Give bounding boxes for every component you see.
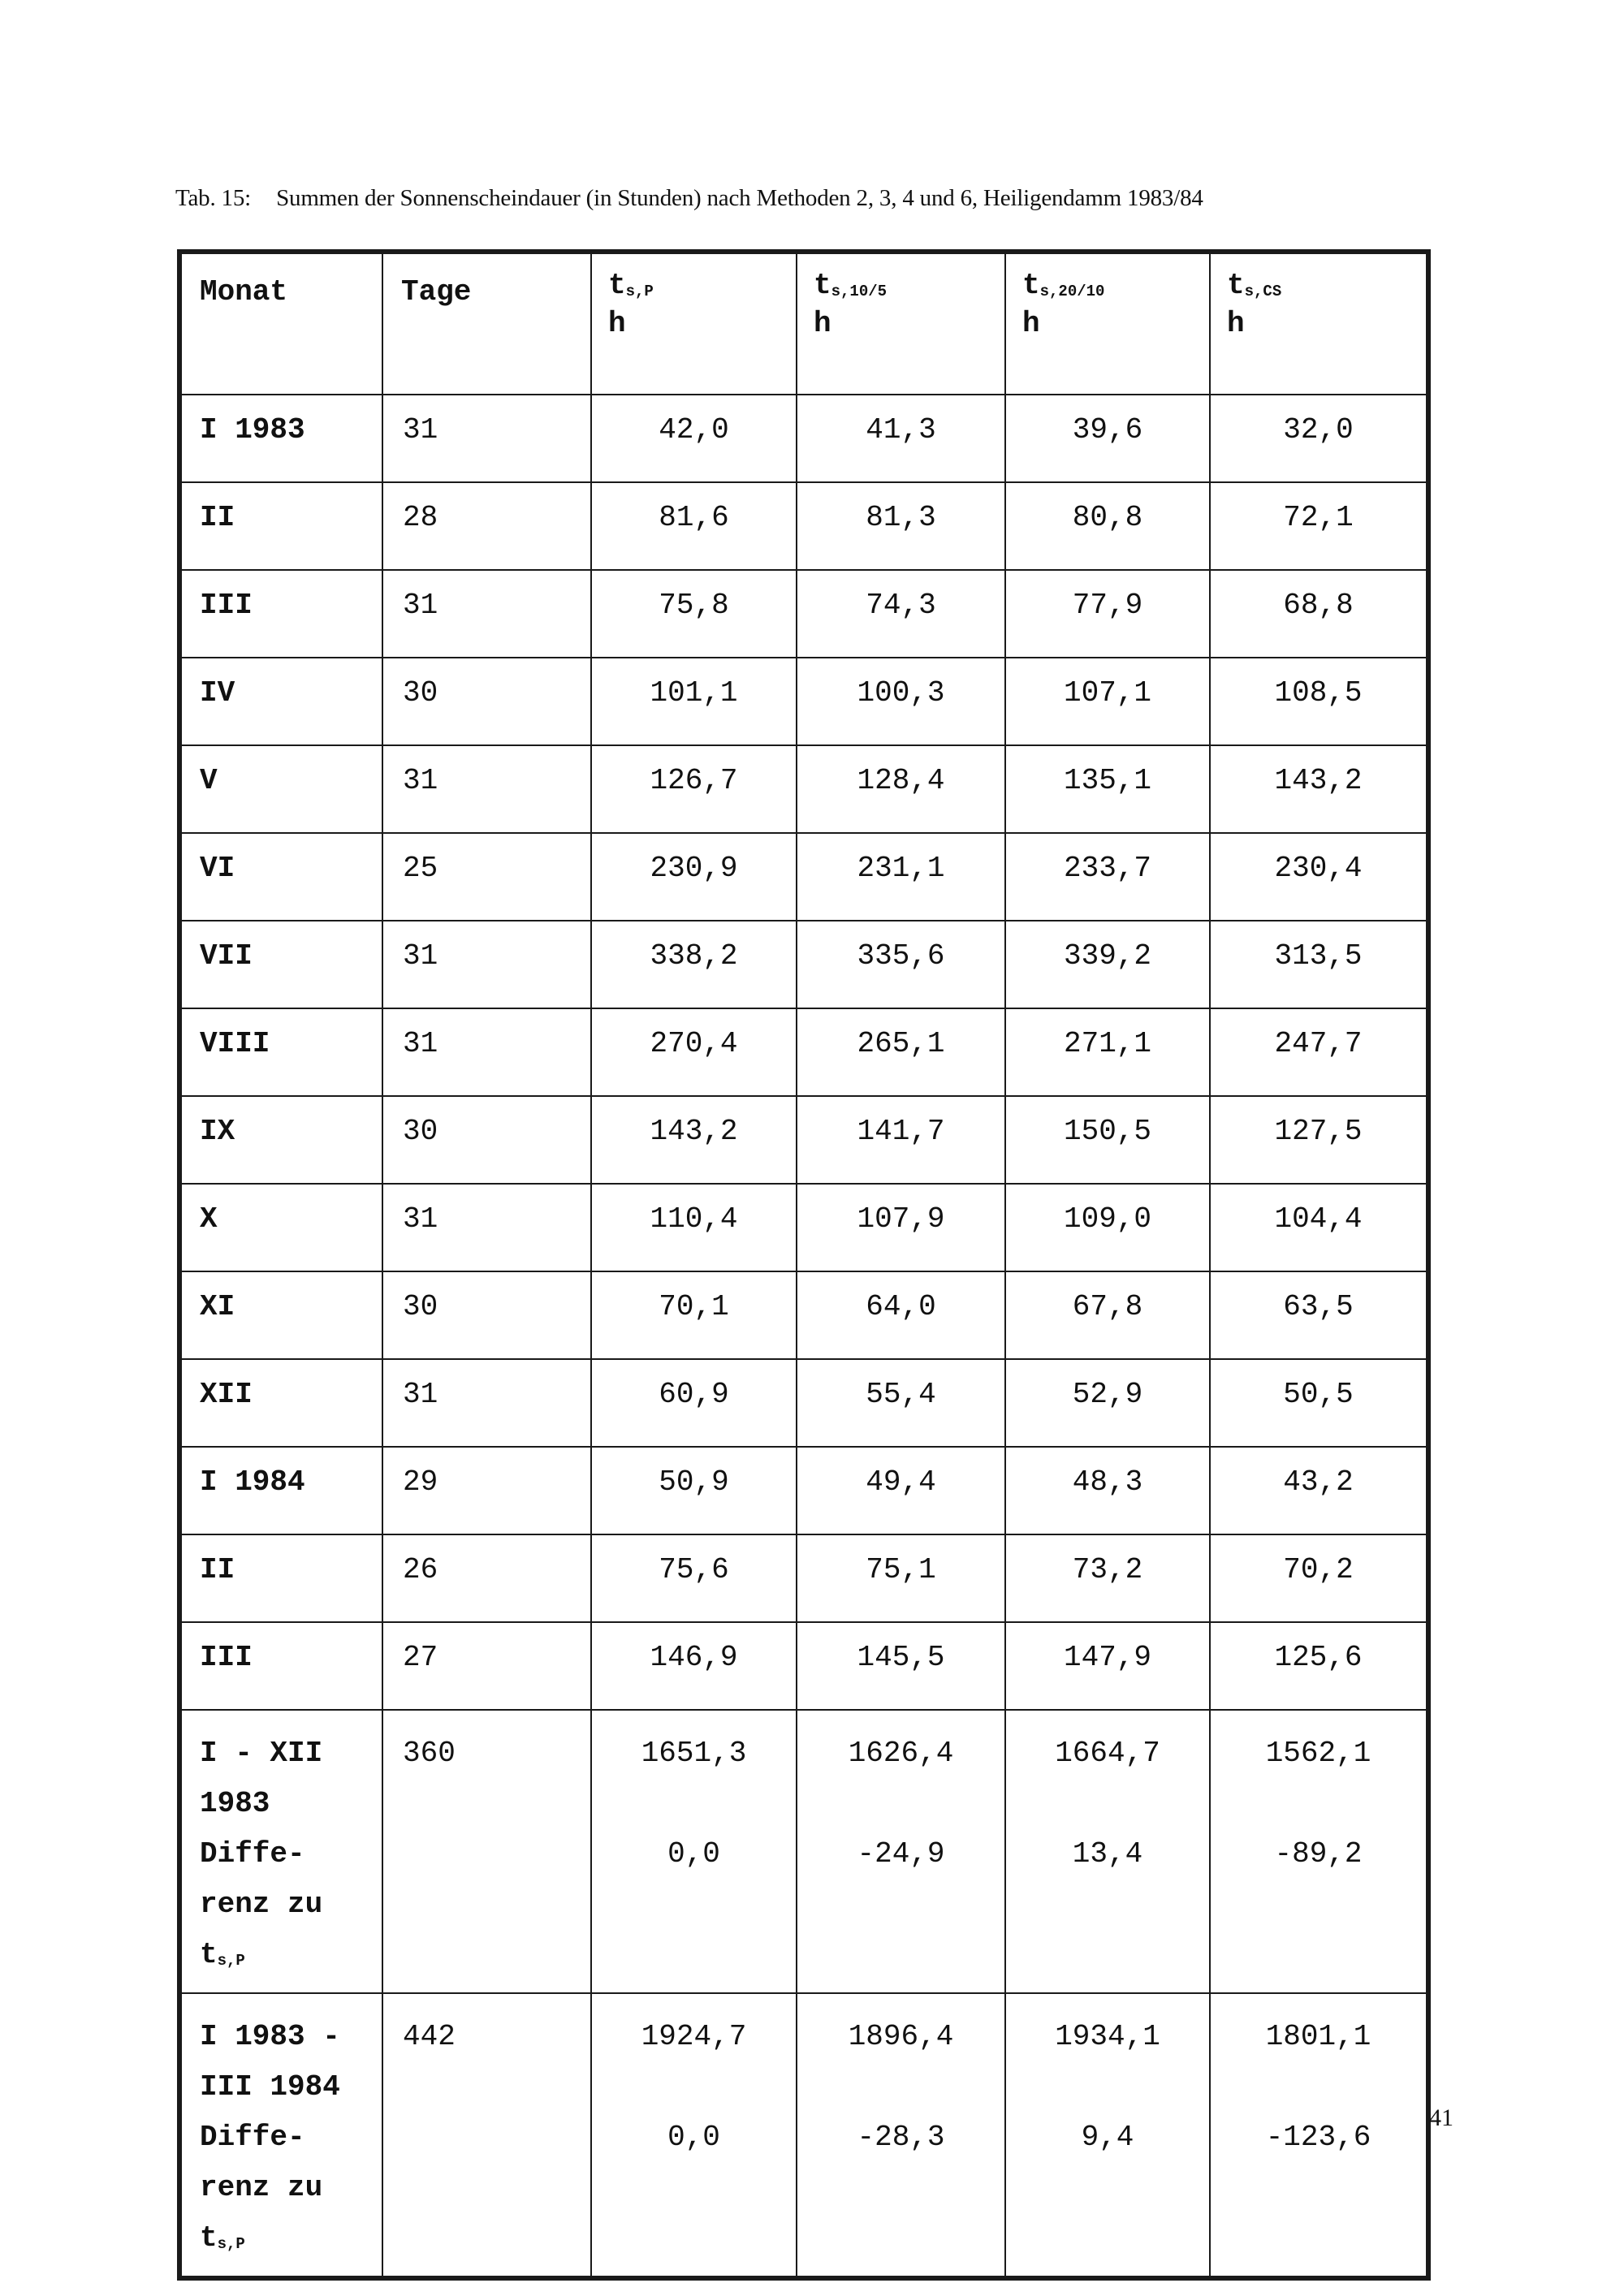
caption-label: Tab. 15:: [175, 185, 252, 211]
summary-diff: 13,4: [1072, 1837, 1143, 1871]
cell-monat: XI: [179, 1271, 382, 1359]
cell-tage: 30: [382, 1096, 591, 1184]
cell-monat: I 1983: [179, 395, 382, 482]
summary-diff: 0,0: [667, 2121, 720, 2154]
cell-ts-10-5: 64,0: [797, 1271, 1005, 1359]
summary-symbol-sub: s,P: [217, 2235, 245, 2253]
cell-tsp: 110,4: [591, 1184, 797, 1271]
summary-diff: 9,4: [1081, 2121, 1134, 2154]
table-row: [179, 482, 1428, 570]
cell-ts-cs: 313,5: [1210, 921, 1428, 1008]
summary-row-1983-1984: [179, 1993, 1428, 2278]
cell-ts-20-10: 80,8: [1005, 482, 1210, 570]
header-ts-10-5-unit: h: [814, 307, 831, 340]
cell-tsp: 126,7: [591, 745, 797, 833]
cell-ts-10-5: 335,6: [797, 921, 1005, 1008]
cell-ts-10-5: 75,1: [797, 1534, 1005, 1622]
header-ts-20-10: [1005, 252, 1210, 395]
cell-monat: VIII: [179, 1008, 382, 1096]
cell-ts-20-10: 48,3: [1005, 1447, 1210, 1534]
header-ts-cs-base: t: [1227, 269, 1245, 302]
summary-ts-10-5: [797, 1710, 1005, 1993]
sunshine-table: [177, 249, 1431, 2281]
summary-sum: 1896,4: [848, 2020, 954, 2053]
cell-tage: 31: [382, 1008, 591, 1096]
cell-monat: II: [179, 482, 382, 570]
cell-ts-cs: 230,4: [1210, 833, 1428, 921]
cell-tsp: 75,8: [591, 570, 797, 658]
cell-tage: 31: [382, 1359, 591, 1447]
header-monat: Monat: [179, 252, 382, 395]
cell-ts-20-10: 147,9: [1005, 1622, 1210, 1710]
summary-sum: 1934,1: [1055, 2020, 1160, 2053]
summary-label-line: III 1984: [200, 2070, 340, 2104]
cell-ts-20-10: 233,7: [1005, 833, 1210, 921]
summary-label-symbol: [200, 1930, 382, 1980]
cell-tsp: 338,2: [591, 921, 797, 1008]
cell-ts-20-10: 109,0: [1005, 1184, 1210, 1271]
header-ts-cs: [1210, 252, 1428, 395]
cell-ts-cs: 247,7: [1210, 1008, 1428, 1096]
cell-ts-cs: 68,8: [1210, 570, 1428, 658]
cell-ts-20-10: 52,9: [1005, 1359, 1210, 1447]
header-ts-cs-unit: h: [1227, 307, 1245, 340]
cell-monat: III: [179, 570, 382, 658]
cell-tage: 31: [382, 395, 591, 482]
cell-ts-cs: 50,5: [1210, 1359, 1428, 1447]
cell-ts-10-5: 141,7: [797, 1096, 1005, 1184]
cell-ts-10-5: 49,4: [797, 1447, 1005, 1534]
cell-tsp: 50,9: [591, 1447, 797, 1534]
cell-tsp: 42,0: [591, 395, 797, 482]
header-ts-10-5-sub: s,10/5: [831, 283, 888, 300]
cell-ts-20-10: 339,2: [1005, 921, 1210, 1008]
summary-sum: 1801,1: [1265, 2020, 1371, 2053]
cell-monat: I 1984: [179, 1447, 382, 1534]
header-ts-20-10-sub: s,20/10: [1039, 283, 1105, 300]
summary-symbol-base: t: [200, 1938, 218, 1971]
cell-monat: IV: [179, 658, 382, 745]
cell-ts-10-5: 74,3: [797, 570, 1005, 658]
cell-ts-10-5: 145,5: [797, 1622, 1005, 1710]
table-row: [179, 395, 1428, 482]
cell-tsp: 143,2: [591, 1096, 797, 1184]
summary-diff: 0,0: [667, 1837, 720, 1871]
summary-ts-10-5: [797, 1993, 1005, 2278]
summary-tsp: [591, 1993, 797, 2278]
summary-tage: [382, 1710, 591, 1993]
cell-monat: VII: [179, 921, 382, 1008]
cell-monat: II: [179, 1534, 382, 1622]
table-row: [179, 1447, 1428, 1534]
caption-text: Summen der Sonnenscheindauer (in Stunden) nach Methoden 2, 3, 4 und 6, Heiligendamm 1983/84: [276, 185, 1203, 211]
cell-tage: 31: [382, 745, 591, 833]
cell-ts-10-5: 41,3: [797, 395, 1005, 482]
summary-label: [179, 1993, 382, 2278]
header-ts-20-10-unit: h: [1022, 307, 1040, 340]
cell-ts-cs: 127,5: [1210, 1096, 1428, 1184]
cell-tage: 31: [382, 1184, 591, 1271]
cell-tage: 30: [382, 658, 591, 745]
cell-ts-cs: 125,6: [1210, 1622, 1428, 1710]
summary-ts-20-10: [1005, 1993, 1210, 2278]
cell-ts-cs: 70,2: [1210, 1534, 1428, 1622]
table-row: [179, 1096, 1428, 1184]
summary-diff: -24,9: [857, 1837, 945, 1871]
table-row: [179, 1008, 1428, 1096]
cell-ts-10-5: 265,1: [797, 1008, 1005, 1096]
summary-label-line: renz zu: [200, 1888, 323, 1921]
cell-ts-cs: 104,4: [1210, 1184, 1428, 1271]
cell-ts-cs: 63,5: [1210, 1271, 1428, 1359]
cell-ts-cs: 72,1: [1210, 482, 1428, 570]
table-row: [179, 921, 1428, 1008]
cell-tsp: 75,6: [591, 1534, 797, 1622]
cell-ts-10-5: 55,4: [797, 1359, 1005, 1447]
cell-monat: VI: [179, 833, 382, 921]
cell-tsp: 60,9: [591, 1359, 797, 1447]
cell-ts-cs: 108,5: [1210, 658, 1428, 745]
table-row: [179, 1184, 1428, 1271]
summary-tage-value: 442: [403, 2020, 456, 2053]
summary-row-1983: [179, 1710, 1428, 1993]
summary-tsp: [591, 1710, 797, 1993]
summary-label-line: renz zu: [200, 2171, 323, 2204]
summary-diff: -89,2: [1274, 1837, 1363, 1871]
summary-label-line: I 1983 -: [200, 2020, 340, 2053]
summary-diff: -123,6: [1265, 2121, 1371, 2154]
cell-tage: 29: [382, 1447, 591, 1534]
cell-ts-20-10: 271,1: [1005, 1008, 1210, 1096]
header-tage: Tage: [382, 252, 591, 395]
cell-ts-cs: 143,2: [1210, 745, 1428, 833]
header-tsp-base: t: [608, 269, 626, 302]
cell-monat: X: [179, 1184, 382, 1271]
header-tsp: [591, 252, 797, 395]
table-row: [179, 1271, 1428, 1359]
cell-ts-20-10: 77,9: [1005, 570, 1210, 658]
summary-label-line: 1983: [200, 1787, 270, 1820]
header-ts-10-5-base: t: [814, 269, 831, 302]
cell-monat: IX: [179, 1096, 382, 1184]
header-tsp-sub: s,P: [625, 283, 654, 300]
cell-tage: 31: [382, 921, 591, 1008]
table-row: [179, 658, 1428, 745]
summary-label-line: Diffe-: [200, 2121, 305, 2154]
cell-tage: 27: [382, 1622, 591, 1710]
cell-ts-20-10: 135,1: [1005, 745, 1210, 833]
summary-sum: 1651,3: [641, 1737, 747, 1770]
header-ts-10-5: [797, 252, 1005, 395]
summary-symbol-sub: s,P: [217, 1952, 245, 1970]
cell-tage: 31: [382, 570, 591, 658]
cell-tsp: 270,4: [591, 1008, 797, 1096]
cell-tsp: 230,9: [591, 833, 797, 921]
cell-tage: 30: [382, 1271, 591, 1359]
cell-monat: III: [179, 1622, 382, 1710]
cell-ts-cs: 43,2: [1210, 1447, 1428, 1534]
header-tsp-unit: h: [608, 307, 626, 340]
summary-tage-value: 360: [403, 1737, 456, 1770]
summary-label-line: I - XII: [200, 1737, 323, 1770]
summary-sum: 1924,7: [641, 2020, 747, 2053]
table-caption: [175, 185, 1556, 212]
cell-ts-20-10: 150,5: [1005, 1096, 1210, 1184]
summary-tage: [382, 1993, 591, 2278]
summary-label-line: Diffe-: [200, 1837, 305, 1871]
cell-ts-10-5: 231,1: [797, 833, 1005, 921]
summary-ts-cs: [1210, 1993, 1428, 2278]
cell-ts-cs: 32,0: [1210, 395, 1428, 482]
cell-tsp: 70,1: [591, 1271, 797, 1359]
summary-sum: 1626,4: [848, 1737, 954, 1770]
cell-ts-10-5: 107,9: [797, 1184, 1005, 1271]
table-row: [179, 570, 1428, 658]
cell-ts-10-5: 81,3: [797, 482, 1005, 570]
table-row: [179, 833, 1428, 921]
header-row: [179, 252, 1428, 395]
summary-symbol-base: t: [200, 2221, 218, 2255]
header-ts-20-10-base: t: [1022, 269, 1040, 302]
cell-tsp: 81,6: [591, 482, 797, 570]
table-row: [179, 745, 1428, 833]
page-number: 41: [1429, 2104, 1453, 2131]
cell-ts-20-10: 67,8: [1005, 1271, 1210, 1359]
summary-diff: -28,3: [857, 2121, 945, 2154]
cell-ts-20-10: 39,6: [1005, 395, 1210, 482]
cell-ts-10-5: 128,4: [797, 745, 1005, 833]
header-ts-cs-sub: s,CS: [1244, 283, 1282, 300]
cell-ts-20-10: 107,1: [1005, 658, 1210, 745]
cell-tage: 25: [382, 833, 591, 921]
summary-sum: 1562,1: [1265, 1737, 1371, 1770]
cell-tage: 28: [382, 482, 591, 570]
cell-tsp: 101,1: [591, 658, 797, 745]
summary-label-symbol: [200, 2213, 382, 2264]
cell-monat: V: [179, 745, 382, 833]
cell-ts-10-5: 100,3: [797, 658, 1005, 745]
cell-ts-20-10: 73,2: [1005, 1534, 1210, 1622]
table-row: [179, 1359, 1428, 1447]
summary-ts-20-10: [1005, 1710, 1210, 1993]
table-row: [179, 1622, 1428, 1710]
summary-sum: 1664,7: [1055, 1737, 1160, 1770]
cell-tsp: 146,9: [591, 1622, 797, 1710]
summary-ts-cs: [1210, 1710, 1428, 1993]
cell-monat: XII: [179, 1359, 382, 1447]
summary-label: [179, 1710, 382, 1993]
cell-tage: 26: [382, 1534, 591, 1622]
table-row: [179, 1534, 1428, 1622]
